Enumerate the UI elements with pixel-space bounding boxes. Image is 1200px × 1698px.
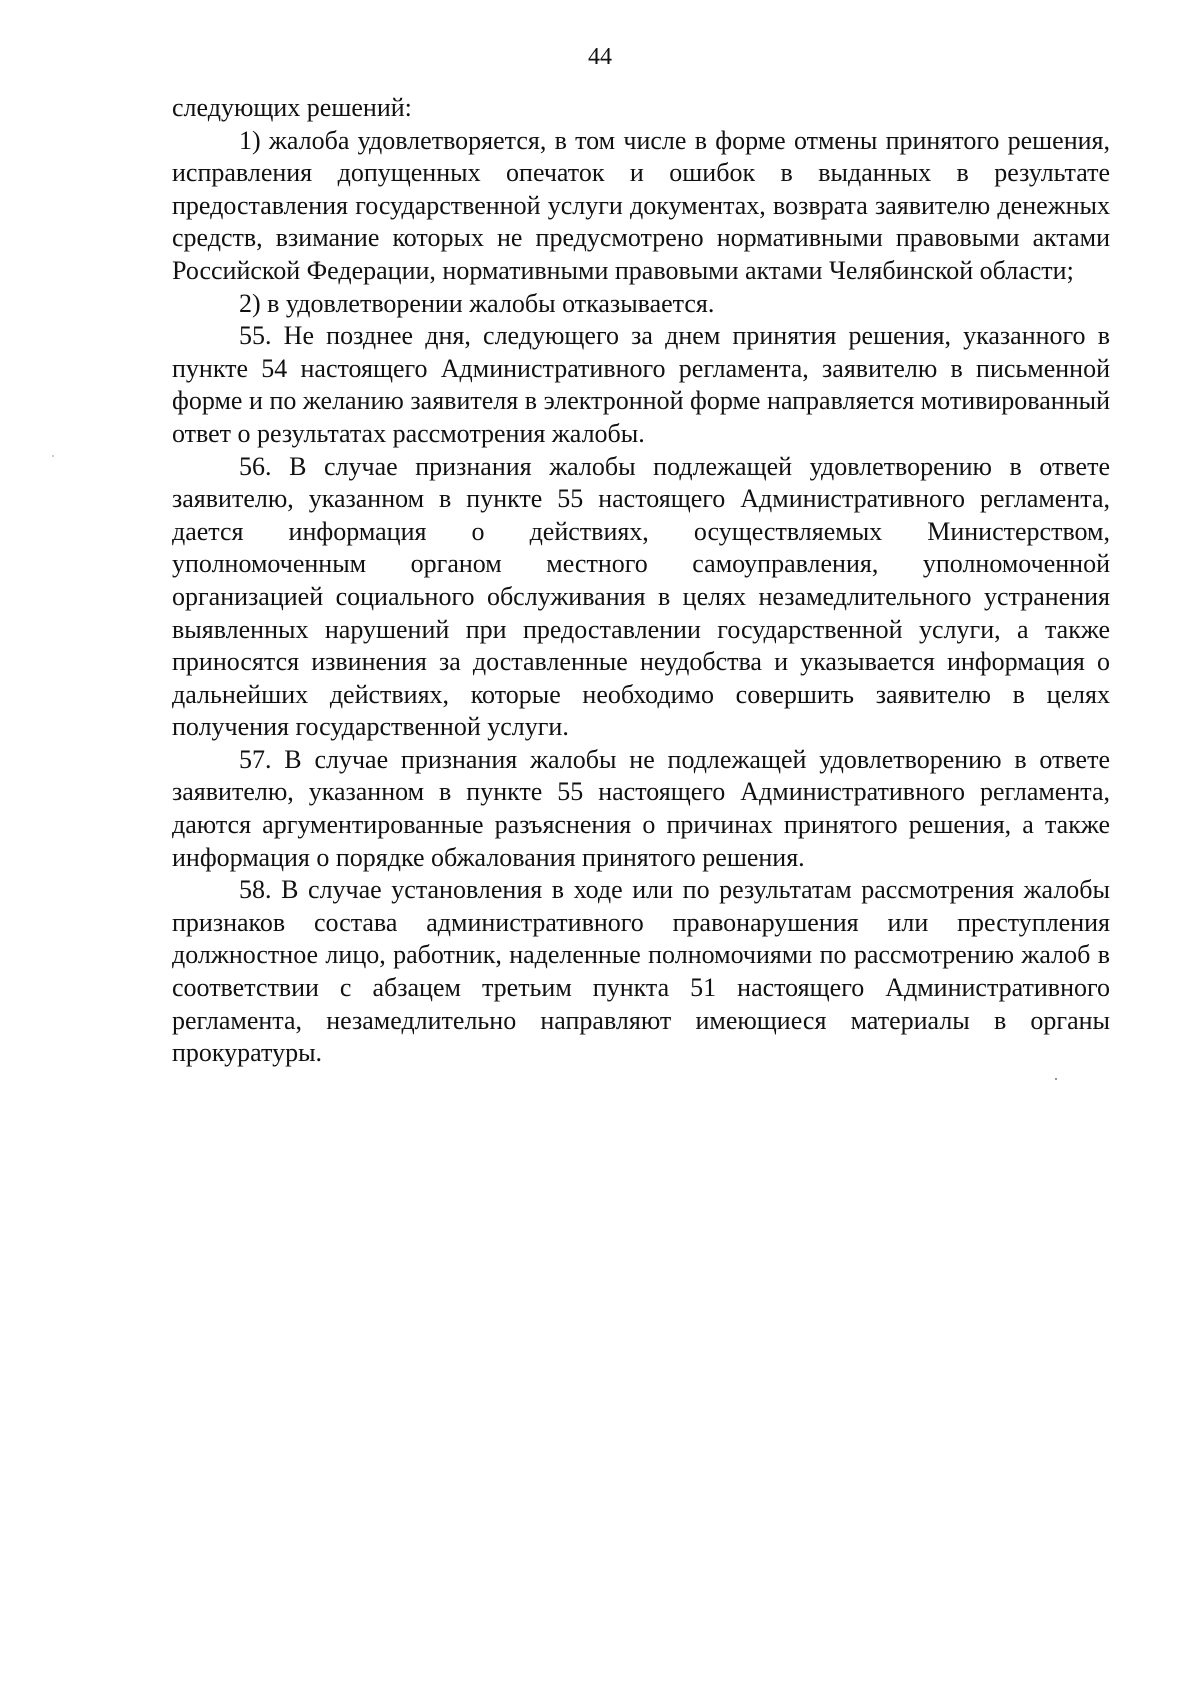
- page-number: 44: [588, 44, 612, 70]
- paragraph-item-1: 1) жалоба удовлетворяется, в том числе в форме отмены принятого решения, исправления допущенных опечаток и ошибок в выданных в результате предоставления государственной услуги документах, возврата заявителю денежных средств, взимание которых не предусмотрено нормативными правовыми актами Российской Федерации, нормативными правовыми актами Челябинской области;: [172, 125, 1110, 285]
- document-body: [172, 92, 1110, 1070]
- paragraph-continuation: следующих решений:: [172, 93, 412, 122]
- paragraph-56: 56. В случае признания жалобы подлежащей удовлетворению в ответе заявителю, указанном в пункте 55 настоящего Административного регламента, дается информация о действиях, осуществляемых Министерством, уполномоченным органом местного самоуправления, уполномоченной организацией социального обслуживания в целях незамедлительного устранения выявленных нарушений при предоставлении государственной услуги, а также приносятся извинения за доставленные неудобства и указывается информация о дальнейших действиях, которые необходимо совершить заявителю в целях получения государственной услуги.: [172, 451, 1110, 742]
- paragraph-55: 55. Не позднее дня, следующего за днем принятия решения, указанного в пункте 54 настоящего Административного регламента, заявителю в письменной форме и по желанию заявителя в электронной форме направляется мотивированный ответ о результатах рассмотрения жалобы.: [172, 321, 1110, 448]
- paragraph-57: 57. В случае признания жалобы не подлежащей удовлетворению в ответе заявителю, указанном в пункте 55 настоящего Административного регламента, даются аргументированные разъяснения о причинах принятого решения, а также информация о порядке обжалования принятого решения.: [172, 744, 1110, 872]
- paragraph-item-2: 2) в удовлетворении жалобы отказывается.: [239, 288, 715, 318]
- scan-speck: [52, 455, 54, 457]
- paragraph-58: 58. В случае установления в ходе или по результатам рассмотрения жалобы признаков состава административного правонарушения или преступления должностное лицо, работник, наделенные полномочиями по рассмотрению жалоб в соответствии с абзацем третьим пункта 51 настоящего Административного регламента, незамедлительно направляют имеющиеся материалы в органы прокуратуры.: [172, 875, 1110, 1068]
- scan-speck: [1055, 1078, 1057, 1080]
